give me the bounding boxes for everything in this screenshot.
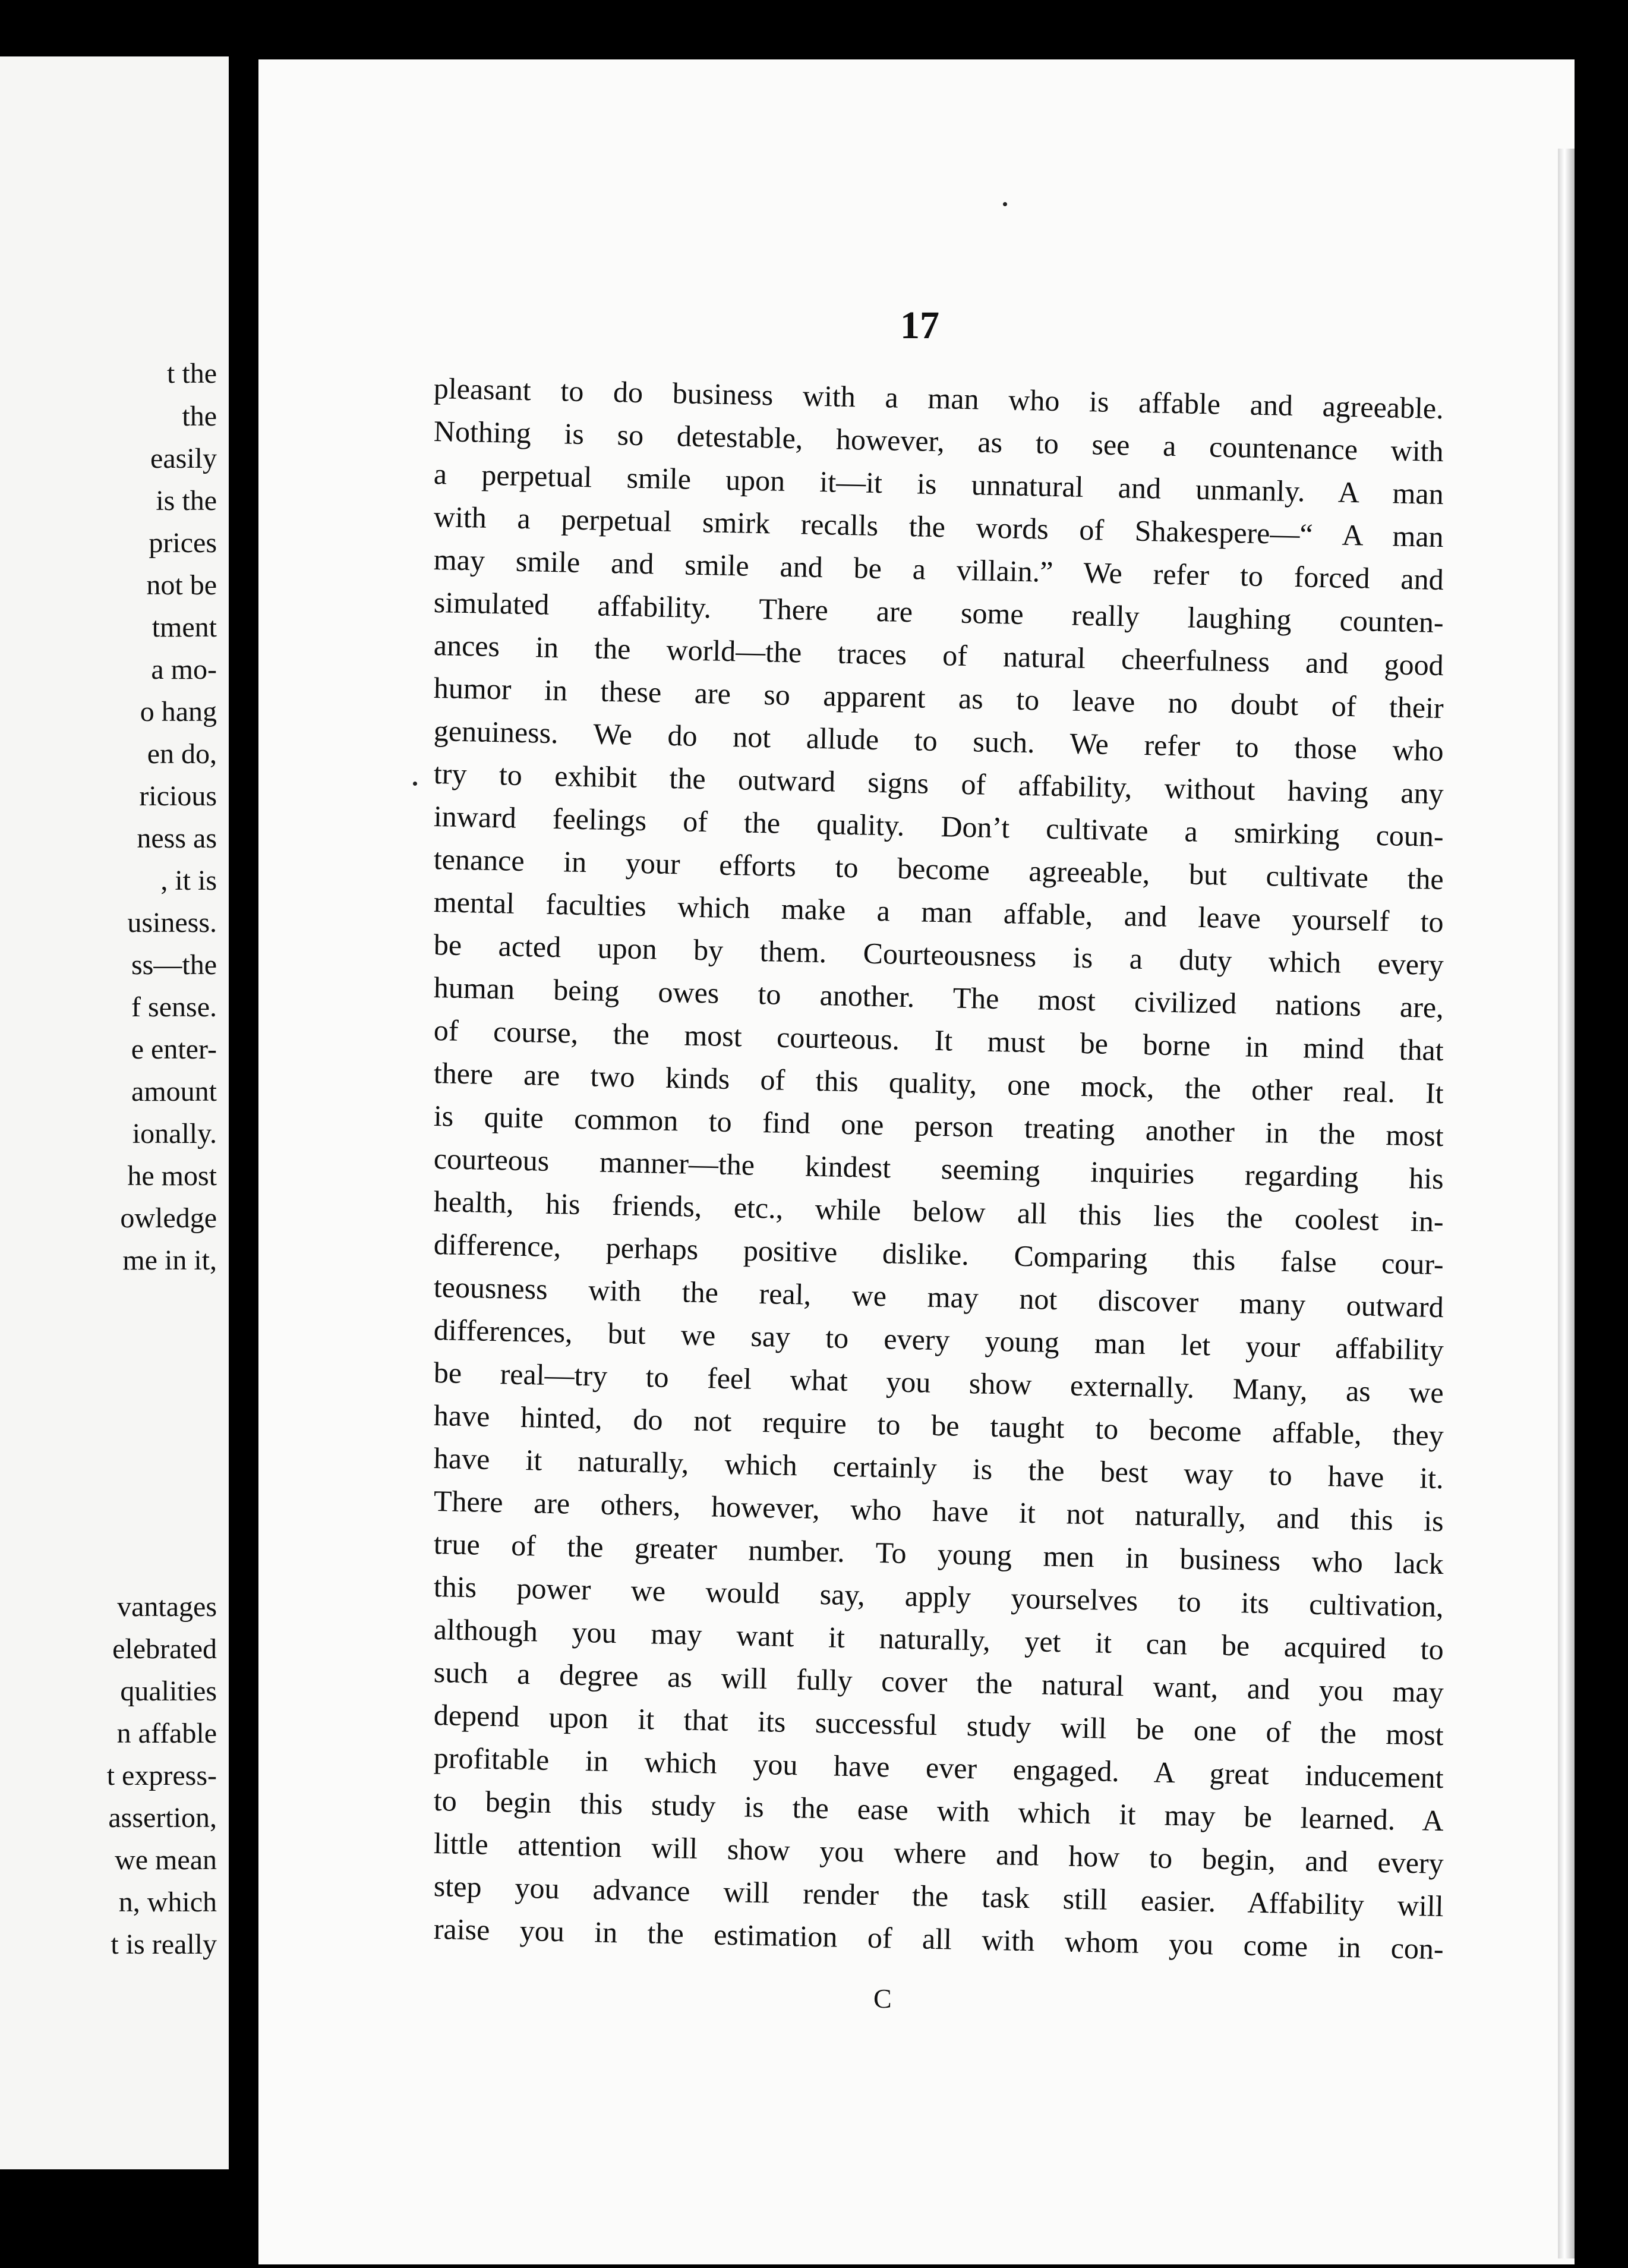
right-page [258,59,1575,2264]
text-line: health, his friends, etc., while below all this lies the coolest in- [433,1185,1444,1239]
left-line: t is really [111,1929,217,1960]
left-line: ness as [137,823,217,854]
signature-mark: C [873,1983,892,2014]
ink-speck [413,782,417,786]
page-number: 17 [900,304,939,347]
left-line: n affable [116,1718,217,1749]
left-line: n, which [118,1886,217,1918]
text-line: genuiness. We do not allude to such. We refer to those who [433,714,1444,768]
left-line: , it is [160,865,217,896]
left-line: is the [156,485,217,516]
text-line: this power we would say, apply yourselves to its cultivation, [433,1570,1444,1624]
left-line: easily [150,443,217,474]
left-line: en do, [147,738,217,770]
text-line: mental faculties which make a man affable, and leave yourself to [433,885,1444,939]
left-line: t express- [106,1760,217,1791]
text-line: have it naturally, which certainly is the best way to have it. [433,1441,1444,1495]
text-line: pleasant to do business with a man who is affable and agreeable. [433,371,1444,426]
left-line: ricious [139,780,217,812]
text-line: differences, but we say to every young man let your affability [433,1313,1444,1367]
text-line: try to exhibit the outward signs of affability, without having any [433,757,1444,811]
text-line: may smile and smile and be a villain.” We refer to forced and [433,543,1444,597]
text-line: be real—try to feel what you show externally. Many, as we [433,1356,1444,1410]
left-line: prices [149,527,217,559]
left-line: owledge [120,1202,217,1234]
text-line: true of the greater number. To young men in business who lack [433,1527,1444,1581]
text-line: although you may want it naturally, yet it can be acquired to [433,1612,1444,1667]
left-line: qualities [120,1675,217,1707]
left-line: ionally. [132,1118,217,1149]
page-edge [1558,149,1575,2258]
text-line: step you advance will render the task still easier. Affability will [433,1869,1444,1923]
text-line: tenance in your efforts to become agreeable, but cultivate the [433,842,1444,896]
left-line: amount [131,1076,217,1107]
text-line: there are two kinds of this quality, one mock, the other real. It [433,1056,1444,1110]
left-line: f sense. [131,991,217,1023]
text-line: difference, perhaps positive dislike. Comparing this false cour- [433,1227,1444,1281]
left-line: a mo- [151,654,217,685]
text-line: simulated affability. There are some really laughing counten- [433,585,1444,640]
left-line: the [182,401,217,432]
text-line: to begin this study is the ease with which it may be learned. A [433,1784,1444,1838]
text-line: teousness with the real, we may not discover many outward [433,1270,1444,1324]
text-line: a perpetual smile upon it—it is unnatural and unmanly. A man [433,457,1444,511]
text-line: have hinted, do not require to be taught to become affable, they [433,1398,1444,1453]
text-line: humor in these are so apparent as to leave no doubt of their [433,671,1444,725]
left-line: he most [127,1160,217,1192]
left-line: tment [152,612,217,643]
left-page-fragment [0,56,229,2169]
text-line: human being owes to another. The most civilized nations are, [433,971,1444,1025]
text-line: such a degree as will fully cover the natural want, and you may [433,1655,1444,1709]
left-line: o hang [140,696,217,727]
text-line: depend upon it that its successful study will be one of the most [433,1698,1444,1752]
left-line: me in it, [122,1245,217,1276]
text-line: little attention will show you where and how to begin, and every [433,1826,1444,1880]
text-line: Nothing is so detestable, however, as to see a countenance with [433,414,1444,468]
left-line: usiness. [127,907,217,938]
left-line: elebrated [112,1633,217,1665]
ink-speck [1003,202,1007,206]
left-line: we mean [115,1844,217,1876]
text-line: of course, the most courteous. It must be borne in mind that [433,1013,1444,1067]
text-line: with a perpetual smirk recalls the words of Shakespere—“ A man [433,500,1444,554]
left-line: e enter- [131,1034,217,1065]
text-line: ances in the world—the traces of natural cheerfulness and good [433,628,1444,682]
left-line: t the [167,358,217,389]
left-line: ss—the [131,949,217,981]
text-line: raise you in the estimation of all with whom you come in con- [433,1912,1444,1966]
left-line: not be [146,569,217,601]
text-line: There are others, however, who have it not naturally, and this is [433,1484,1444,1538]
text-line: inward feelings of the quality. Don’t cultivate a smirking coun- [433,799,1444,853]
text-line: is quite common to find one person treating another in the most [433,1099,1444,1153]
text-line: be acted upon by them. Courteousness is a duty which every [433,928,1444,982]
book-gutter [229,0,258,2268]
left-line: vantages [117,1591,217,1623]
left-line: assertion, [108,1802,217,1834]
text-line: courteous manner—the kindest seeming inquiries regarding his [433,1142,1444,1196]
text-line: profitable in which you have ever engaged. A great inducement [433,1741,1444,1795]
